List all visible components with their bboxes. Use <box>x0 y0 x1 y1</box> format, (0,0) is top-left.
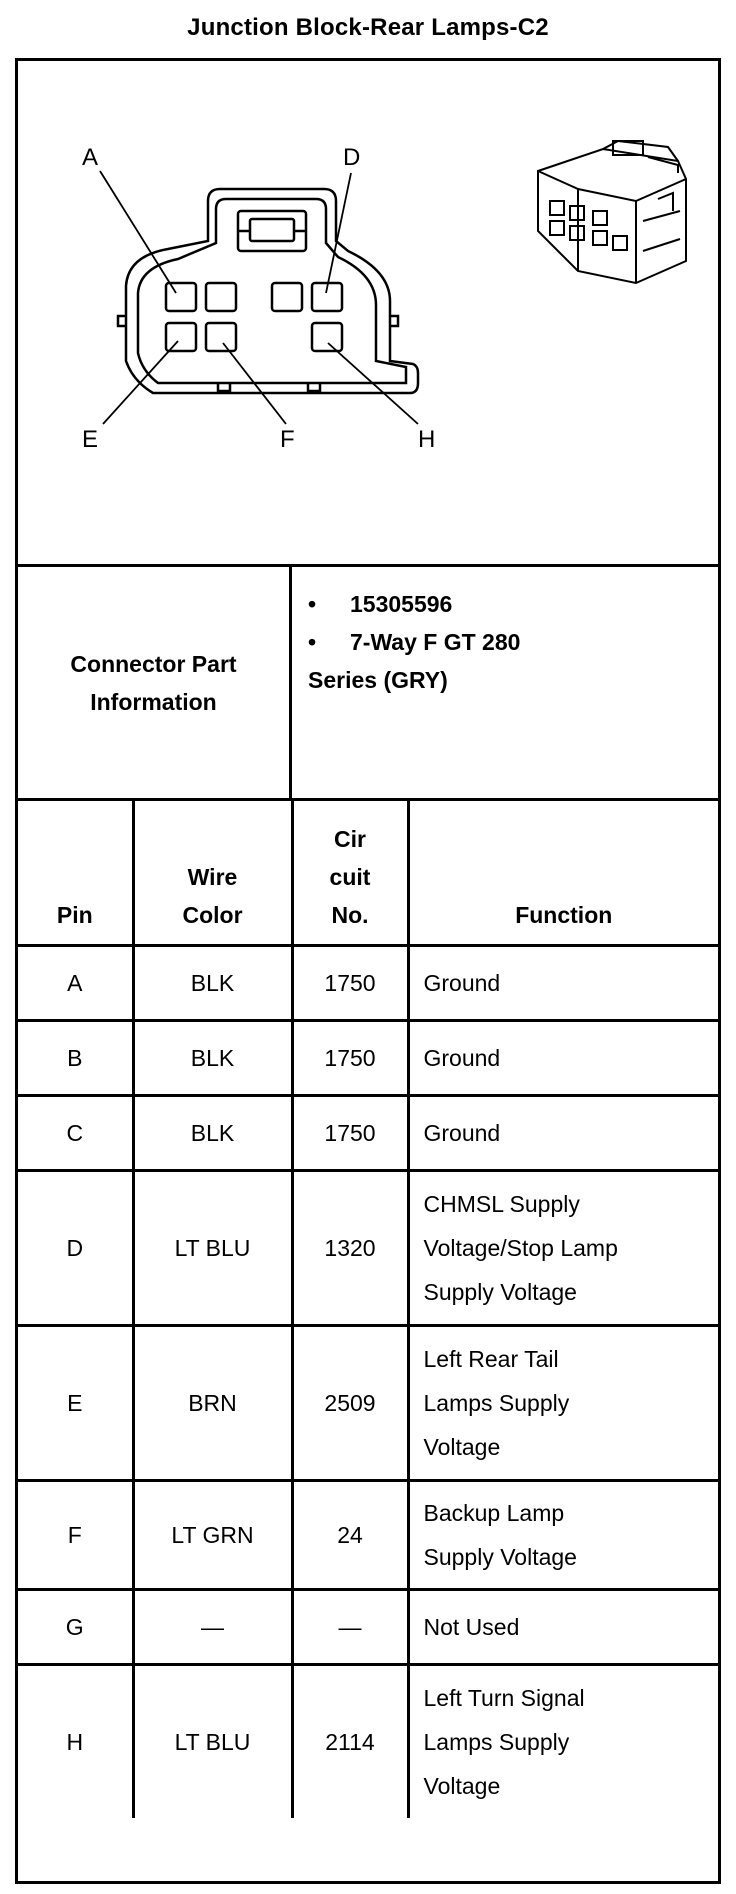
cavity-f <box>206 323 236 351</box>
function-line: Ground <box>423 1045 501 1071</box>
function-line: Ground <box>423 1120 501 1146</box>
header-wire-color <box>133 801 292 946</box>
function-cell <box>408 1021 718 1096</box>
function-cell <box>408 1481 718 1590</box>
table-row <box>18 1481 718 1590</box>
connector-description-1: 7-Way F GT 280 <box>350 629 521 655</box>
bullet-icon: • <box>308 629 317 655</box>
wire-color-cell: LT BLU <box>133 1665 292 1819</box>
connector-face-diagram <box>18 61 718 564</box>
cavity-h <box>312 323 342 351</box>
cavity-e <box>166 323 196 351</box>
function-cell <box>408 1590 718 1665</box>
connector-isometric-view <box>538 141 686 283</box>
header-pin: Pin <box>18 801 133 946</box>
label-h: H <box>418 426 436 453</box>
function-line: CHMSL Supply <box>423 1191 580 1217</box>
pin-cell: H <box>18 1665 133 1819</box>
page-title: Junction Block-Rear Lamps-C2 <box>187 14 549 41</box>
function-cell <box>408 1326 718 1481</box>
cavity-c <box>272 283 302 311</box>
header-wire-line1: Wire <box>187 864 238 890</box>
function-line: Voltage/Stop Lamp <box>423 1235 618 1261</box>
pinout-table <box>18 801 718 1818</box>
function-line: Lamps Supply <box>423 1390 570 1416</box>
pin-cell: C <box>18 1096 133 1171</box>
function-line: Supply Voltage <box>423 1279 577 1305</box>
function-line: Left Turn Signal <box>423 1685 585 1711</box>
cavity-b <box>206 283 236 311</box>
pin-cell: E <box>18 1326 133 1481</box>
function-line: Supply Voltage <box>423 1544 577 1570</box>
table-row <box>18 1096 718 1171</box>
function-line: Lamps Supply <box>423 1729 570 1755</box>
wire-color-cell: BLK <box>133 1096 292 1171</box>
connector-part-info-label <box>18 567 292 798</box>
function-line: Left Rear Tail <box>423 1346 559 1372</box>
function-cell <box>408 1171 718 1326</box>
header-circuit-no <box>292 801 408 946</box>
function-line: Ground <box>423 970 501 996</box>
header-wire-line2: Color <box>182 902 243 928</box>
circuit-number-cell: 1320 <box>292 1171 408 1326</box>
circuit-number-cell: 24 <box>292 1481 408 1590</box>
function-cell <box>408 946 718 1021</box>
pinout-header-row <box>18 801 718 946</box>
function-line: Voltage <box>423 1434 501 1460</box>
function-cell <box>408 1096 718 1171</box>
table-row <box>18 1021 718 1096</box>
label-a: A <box>82 144 99 171</box>
circuit-number-cell: 2114 <box>292 1665 408 1819</box>
connector-diagram-cell <box>18 61 718 567</box>
connector-frame <box>15 58 721 1884</box>
info-label-line2: Information <box>90 688 217 715</box>
header-function: Function <box>408 801 718 946</box>
table-row <box>18 946 718 1021</box>
header-cir-line1: Cir <box>334 826 366 852</box>
connector-part-info-value <box>308 585 708 699</box>
connector-description-line <box>308 623 708 661</box>
header-cir-line2: cuit <box>329 864 371 890</box>
pin-cell: F <box>18 1481 133 1590</box>
pin-cell: B <box>18 1021 133 1096</box>
latch-inner <box>250 219 294 241</box>
table-row <box>18 1326 718 1481</box>
circuit-number-cell: 2509 <box>292 1326 408 1481</box>
circuit-number-cell: 1750 <box>292 1096 408 1171</box>
wire-color-cell: LT BLU <box>133 1171 292 1326</box>
label-e: E <box>82 426 99 453</box>
pinout-table-body <box>18 946 718 1819</box>
leader-a <box>100 171 176 293</box>
label-d: D <box>343 144 361 171</box>
table-row <box>18 1171 718 1326</box>
circuit-number-cell: — <box>292 1590 408 1665</box>
wire-color-cell: BRN <box>133 1326 292 1481</box>
wire-color-cell: BLK <box>133 946 292 1021</box>
function-line: Not Used <box>423 1614 520 1640</box>
part-number-line <box>308 585 708 623</box>
connector-description-2: Series (GRY) <box>308 667 448 693</box>
connector-part-info-row <box>18 567 718 801</box>
function-line: Voltage <box>423 1773 501 1799</box>
bullet-icon: • <box>308 591 317 617</box>
wire-color-cell: — <box>133 1590 292 1665</box>
function-cell <box>408 1665 718 1819</box>
pin-cell: A <box>18 946 133 1021</box>
part-number: 15305596 <box>350 591 453 617</box>
label-f: F <box>280 426 295 453</box>
pin-cell: D <box>18 1171 133 1326</box>
function-line: Backup Lamp <box>423 1500 565 1526</box>
circuit-number-cell: 1750 <box>292 1021 408 1096</box>
cavity-a <box>166 283 196 311</box>
pin-cell: G <box>18 1590 133 1665</box>
info-label-line1: Connector Part <box>70 650 237 677</box>
wire-color-cell: LT GRN <box>133 1481 292 1590</box>
table-row <box>18 1590 718 1665</box>
table-row <box>18 1665 718 1819</box>
wire-color-cell: BLK <box>133 1021 292 1096</box>
header-cir-line3: No. <box>331 902 369 928</box>
circuit-number-cell: 1750 <box>292 946 408 1021</box>
